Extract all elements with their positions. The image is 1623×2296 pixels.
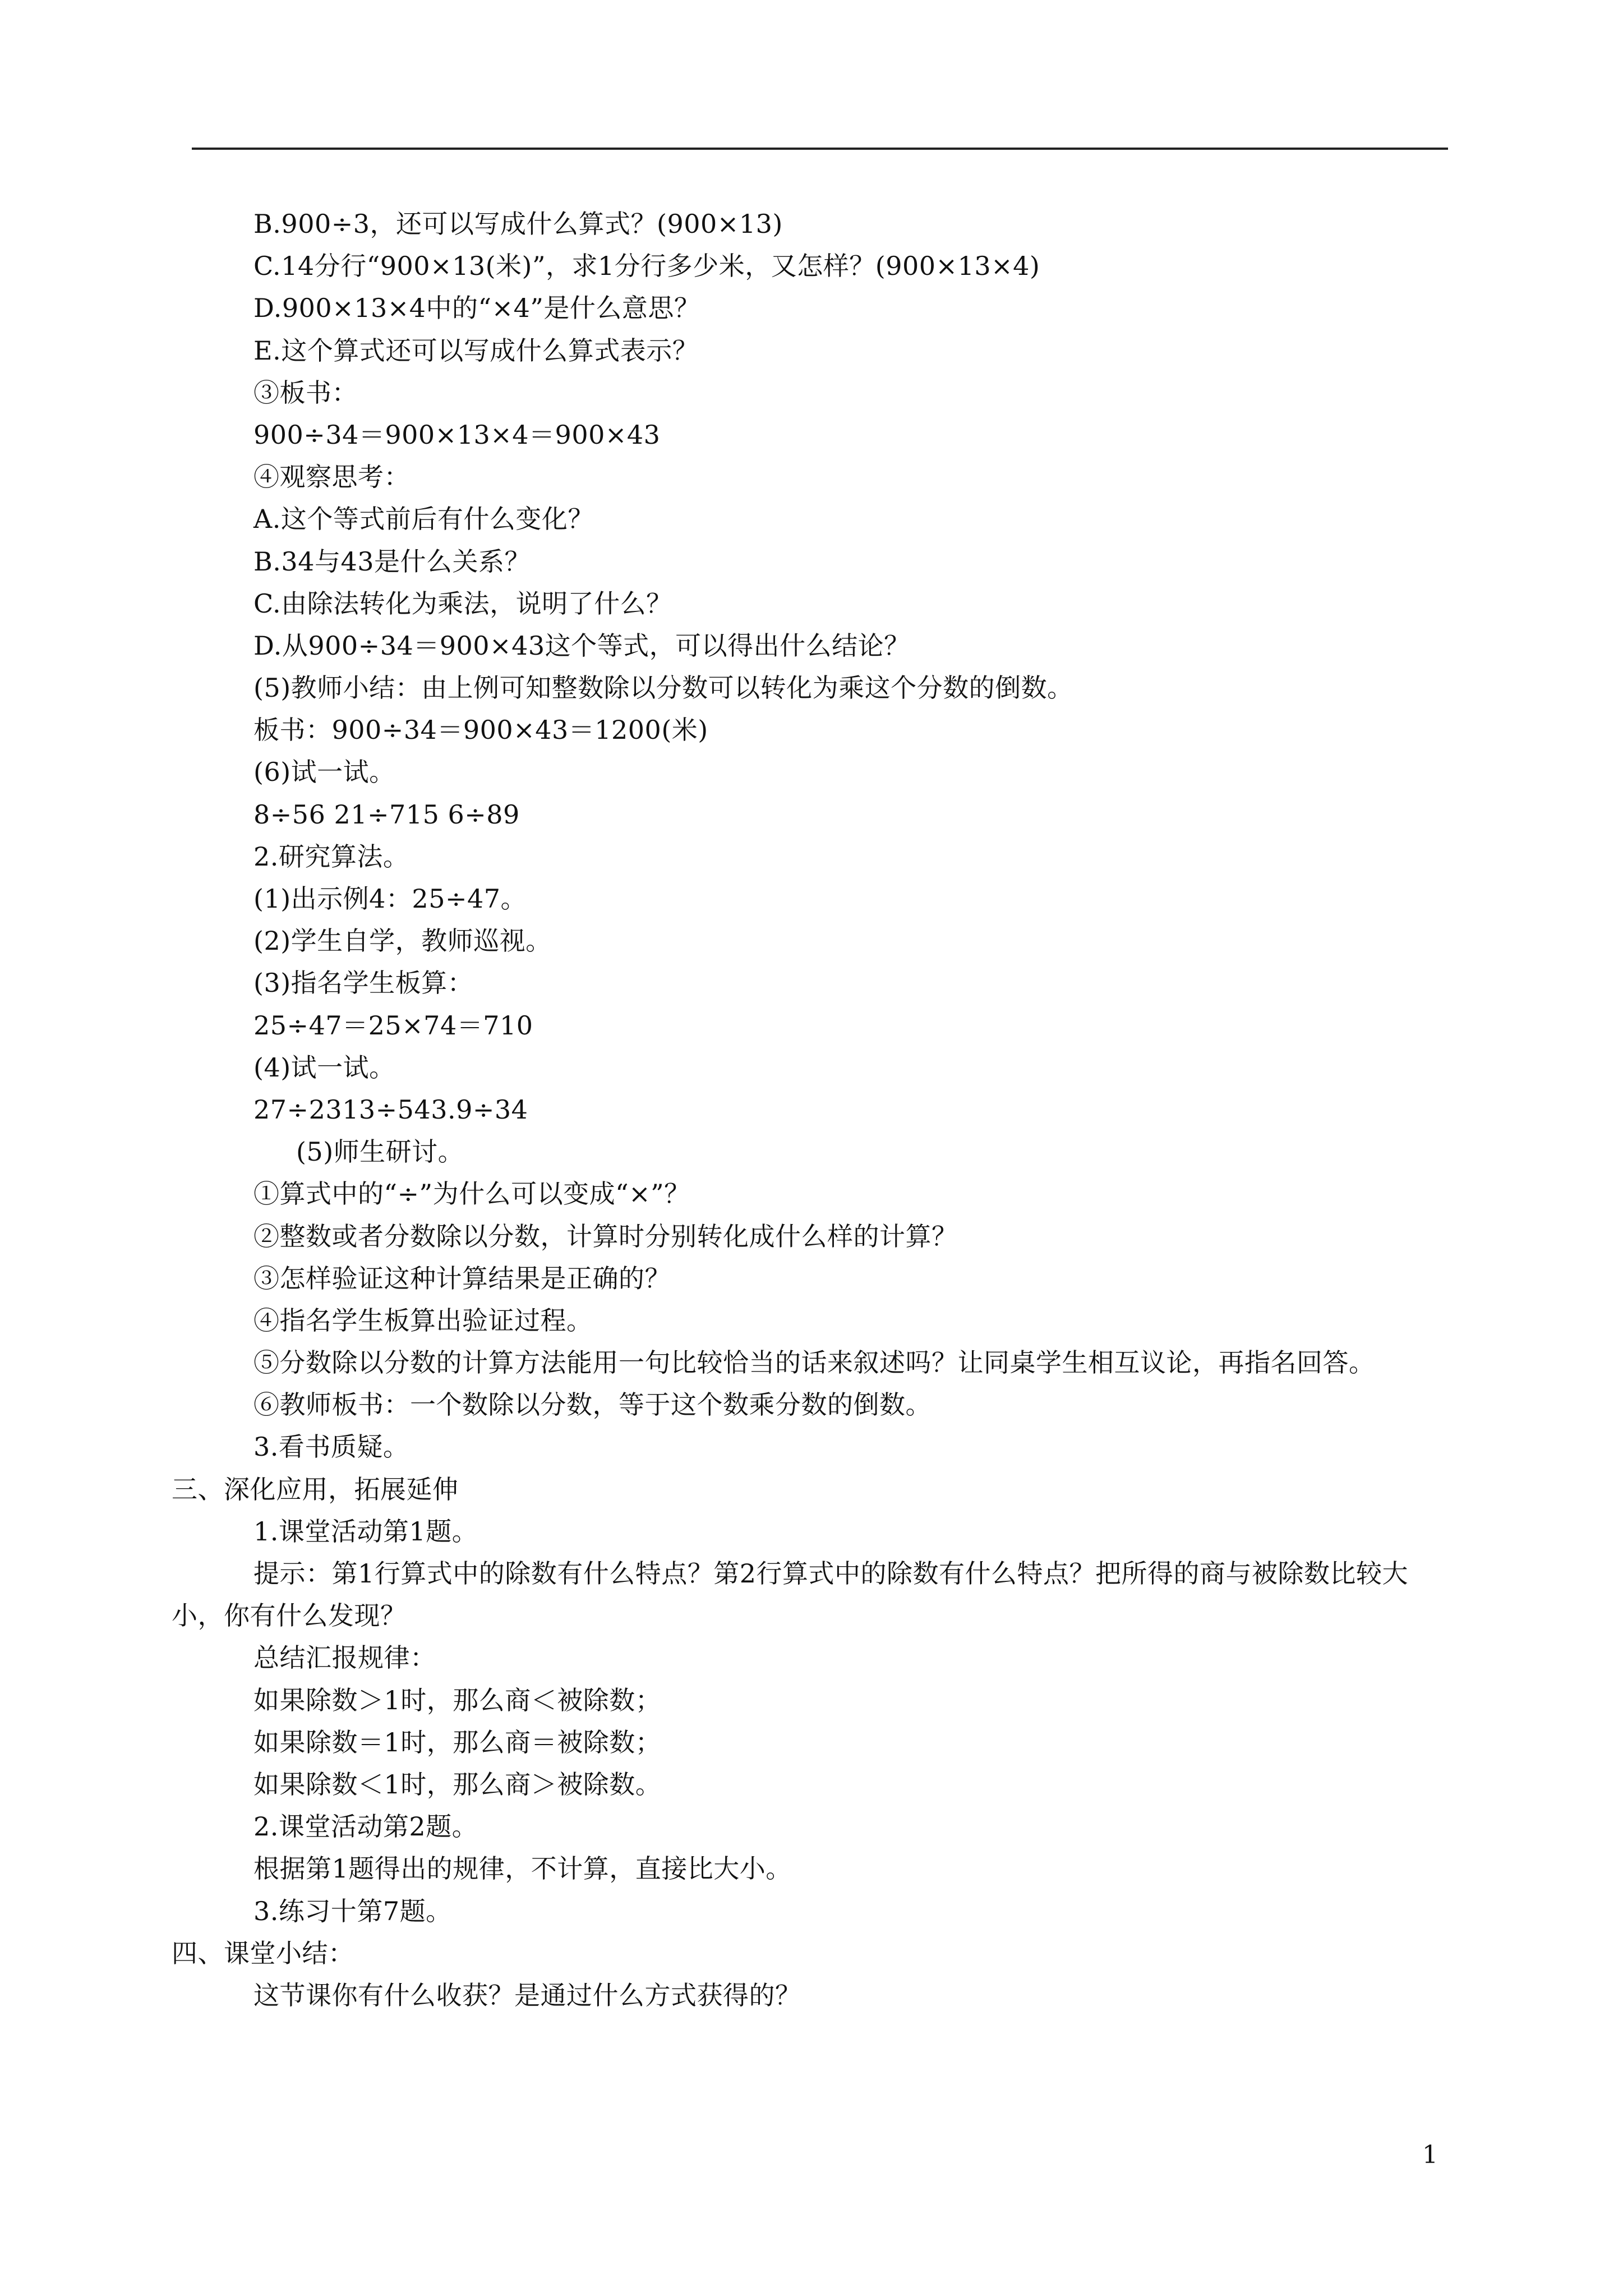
text-line: ①算式中的“÷”为什么可以变成“×”？ (253, 1179, 690, 1209)
text-line: C.由除法转化为乘法，说明了什么？ (253, 588, 672, 619)
text-line: 四、课堂小结： (172, 1938, 354, 1968)
text-line: (4)试一试。 (253, 1052, 395, 1083)
text-line: ④观察思考： (253, 462, 410, 493)
text-block-1 (0, 203, 1623, 1342)
text-line: ⑥教师板书：一个数除以分数，等于这个数乘分数的倒数。 (253, 1389, 932, 1420)
text-line: 3.看书质疑。 (253, 1432, 409, 1462)
text-line: ③板书： (253, 377, 358, 408)
text-line: E.这个算式还可以写成什么算式表示？ (253, 335, 699, 366)
text-line: D.900×13×4中的“×4”是什么意思？ (253, 293, 700, 324)
text-line: (2)学生自学，教师巡视。 (253, 926, 552, 956)
text-line: 8÷56 21÷715 6÷89 (253, 799, 520, 830)
paragraph-hint: 提示：第1行算式中的除数有什么特点？第2行算式中的除数有什么特点？把所得的商与被除数比较大小，你有什么发现？ (172, 1558, 1409, 1631)
text-line: 900÷34＝900×13×4＝900×43 (253, 419, 661, 450)
document-body (0, 203, 1623, 2017)
text-line: 2.研究算法。 (253, 841, 409, 872)
text-line: 27÷2313÷543.9÷34 (253, 1094, 528, 1125)
text-line: 2.课堂活动第2题。 (253, 1811, 478, 1842)
text-line: B.34与43是什么关系？ (253, 546, 531, 577)
text-line: 如果除数＜1时，那么商＞被除数。 (253, 1769, 662, 1800)
text-line: ④指名学生板算出验证过程。 (253, 1305, 593, 1336)
text-line: 25÷47＝25×74＝710 (253, 1010, 533, 1041)
text-line: (5)师生研讨。 (296, 1137, 464, 1167)
text-line: 这节课你有什么收获？是通过什么方式获得的？ (253, 1980, 801, 2010)
text-line: 根据第1题得出的规律，不计算，直接比大小。 (253, 1853, 792, 1884)
text-line: B.900÷3，还可以写成什么算式？(900×13) (253, 209, 783, 239)
text-line: (6)试一试。 (253, 757, 395, 788)
text-line: A.这个等式前后有什么变化？ (253, 504, 594, 535)
text-line: (1)出示例4：25÷47。 (253, 884, 527, 914)
text-line: 三、深化应用，拓展延伸 (172, 1474, 459, 1504)
text-line: 如果除数＝1时，那么商＝被除数； (253, 1727, 662, 1757)
text-line: ③怎样验证这种计算结果是正确的？ (253, 1263, 671, 1294)
page-number: 1 (1422, 2141, 1438, 2169)
text-line: (3)指名学生板算： (253, 968, 474, 999)
text-line: 3.练习十第7题。 (253, 1895, 452, 1926)
text-line: 1.课堂活动第1题。 (253, 1516, 478, 1547)
text-line: 如果除数＞1时，那么商＜被除数； (253, 1685, 662, 1715)
text-line: 板书：900÷34＝900×43＝1200(米) (253, 715, 708, 746)
text-block-3 (0, 1637, 1623, 2017)
header-rule (192, 148, 1448, 150)
text-line: ②整数或者分数除以分数，计算时分别转化成什么样的计算？ (253, 1221, 958, 1251)
text-line: (5)教师小结：由上例可知整数除以分数可以转化为乘这个分数的倒数。 (253, 673, 1073, 703)
text-line: D.从900÷34＝900×43这个等式，可以得出什么结论？ (253, 630, 910, 661)
text-block-2 (0, 1384, 1623, 1553)
text-line: 总结汇报规律： (253, 1642, 436, 1673)
text-line: C.14分行“900×13(米)”，求1分行多少米，又怎样？(900×13×4) (253, 251, 1040, 282)
paragraph-method-discussion: ⑤分数除以分数的计算方法能用一句比较恰当的话来叙述吗？让同桌学生相互议论，再指名回答。 (253, 1347, 1375, 1378)
